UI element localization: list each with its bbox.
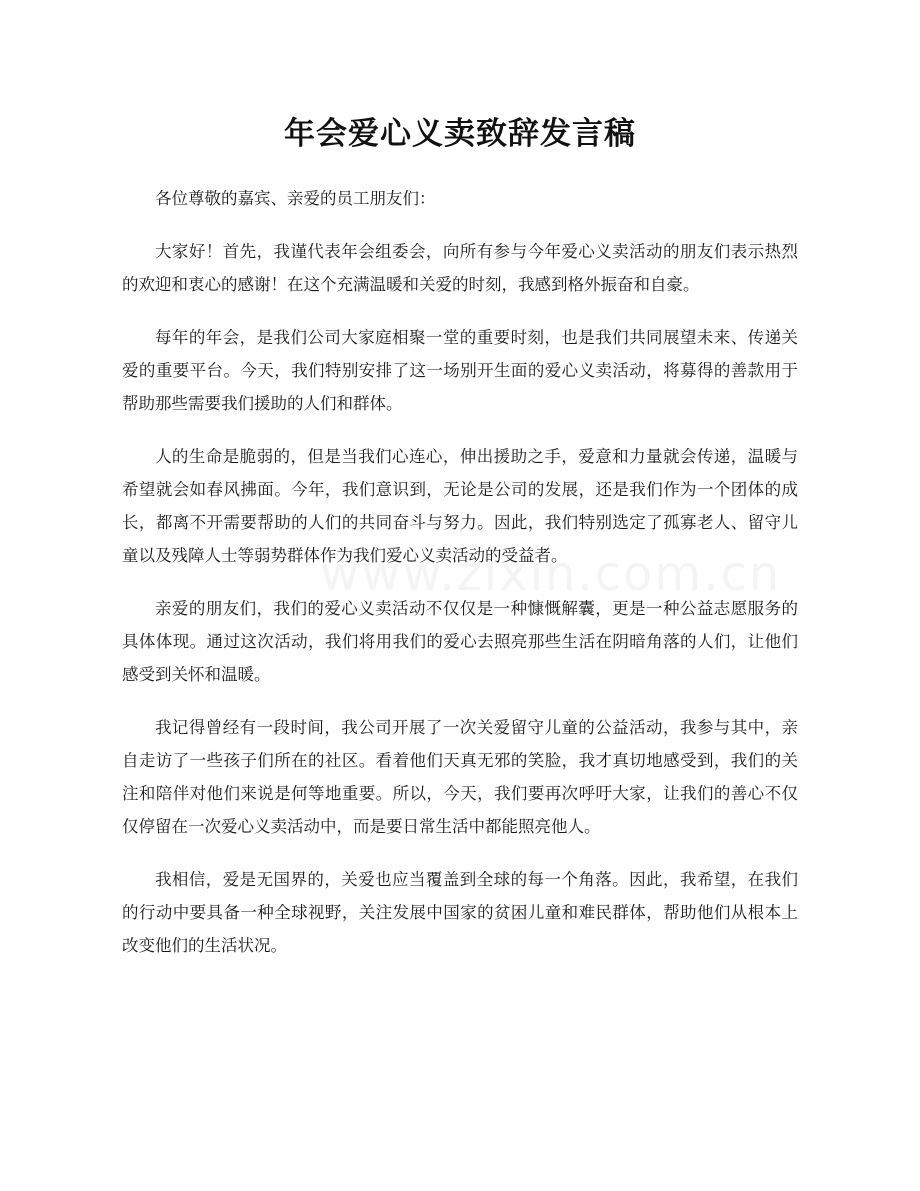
body-paragraph: 人的生命是脆弱的，但是当我们心连心，伸出援助之手，爱意和力量就会传递，温暖与希望就会如春风拂面。今年，我们意识到，无论是公司的发展，还是我们作为一个团体的成长，都离不开需要帮助的人们的共同奋斗与努力。因此，我们特别选定了孤寡老人、留守儿童以及残障人士等弱势群体作为我们爱心义卖活动的受益者。: [122, 447, 798, 565]
document-title: 年会爱心义卖致辞发言稿: [284, 116, 636, 152]
body-paragraph: 我记得曾经有一段时间，我公司开展了一次关爱留守儿童的公益活动，我参与其中，亲自走访了一些孩子们所在的社区。看着他们天真无邪的笑脸，我才真切地感受到，我们的关注和陪伴对他们来说是何等地重要。所以，今天，我们要再次呼吁大家，让我们的善心不仅仅停留在一次爱心义卖活动中，而是要日常生活中都能照亮他人。: [122, 718, 798, 836]
salutation-paragraph: 各位尊敬的嘉宾、亲爱的员工朋友们：: [155, 189, 436, 208]
body-paragraph: 我相信，爱是无国界的，关爱也应当覆盖到全球的每一个角落。因此，我希望，在我们的行动中要具备一种全球视野，关注发展中国家的贫困儿童和难民群体，帮助他们从根本上改变他们的生活状况。: [122, 870, 798, 955]
body-paragraph: 大家好！首先，我谨代表年会组委会，向所有参与今年爱心义卖活动的朋友们表示热烈的欢迎和衷心的感谢！在这个充满温暖和关爱的时刻，我感到格外振奋和自豪。: [122, 242, 798, 294]
document-body: [122, 182, 798, 982]
body-paragraph: 亲爱的朋友们，我们的爱心义卖活动不仅仅是一种慷慨解囊，更是一种公益志愿服务的具体体现。通过这次活动，我们将用我们的爱心去照亮那些生活在阴暗角落的人们，让他们感受到关怀和温暖。: [122, 599, 798, 684]
body-paragraph: 每年的年会，是我们公司大家庭相聚一堂的重要时刻，也是我们共同展望未来、传递关爱的重要平台。今天，我们特别安排了这一场别开生面的爱心义卖活动，将募得的善款用于帮助那些需要我们援助的人们和群体。: [122, 328, 798, 413]
